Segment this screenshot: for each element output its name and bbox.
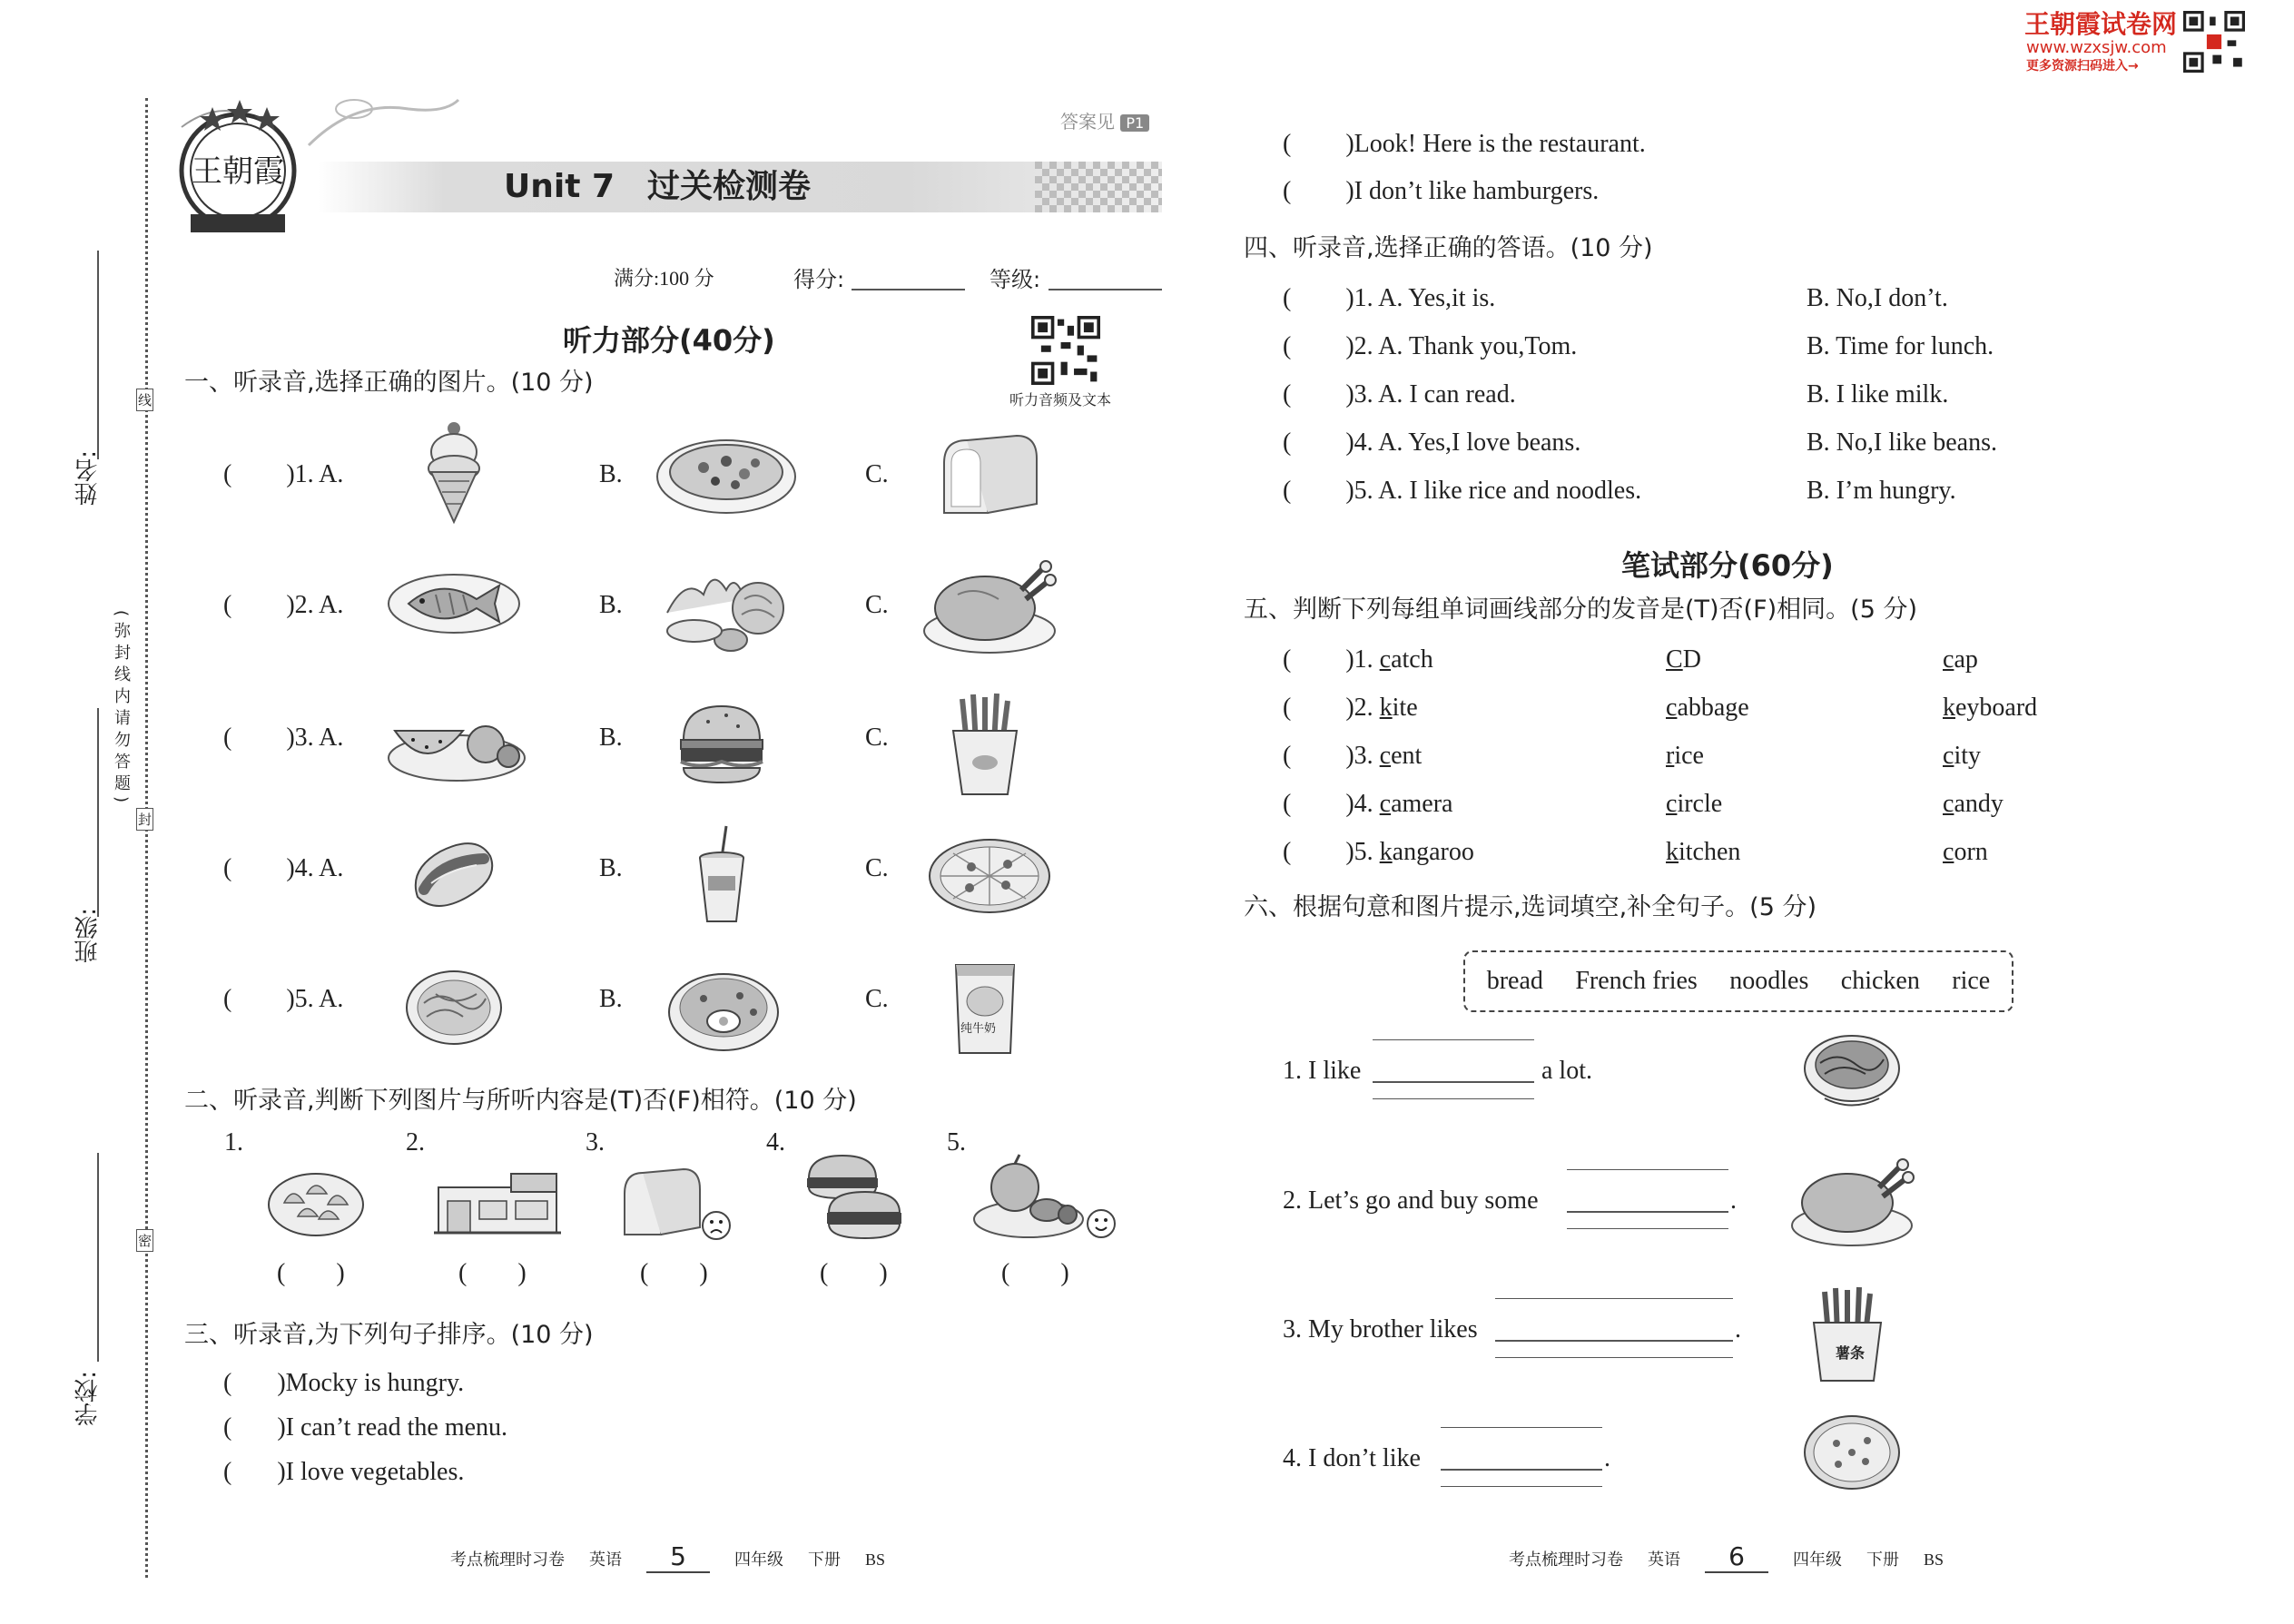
french-fries-box-icon[interactable] [1807, 1284, 1888, 1384]
word-rest: atch [1391, 645, 1433, 674]
p1-q2-row [223, 590, 343, 621]
p2-answer-1[interactable]: ( ) [277, 1259, 345, 1287]
p3-sentence-text: )I can’t read the menu. [277, 1413, 508, 1442]
part4-title: 四、听录音,选择正确的答语。(10 分) [1244, 234, 1653, 262]
underlined-letter: c [1943, 742, 1954, 770]
p5-num: )1. [1345, 645, 1380, 674]
word-rest: ircle [1677, 790, 1723, 818]
word-rest: ent [1391, 742, 1423, 770]
grade-blank[interactable] [1049, 289, 1162, 290]
p5-row-5 [1283, 837, 1474, 868]
word-rest: orn [1954, 838, 1988, 866]
binding-note: (弥封线内请勿答题) [112, 610, 131, 809]
p3-sentence-text: )I don’t like hamburgers. [1345, 177, 1600, 205]
qr-caption: 听力音频及文本 [1009, 391, 1112, 408]
p1-q1-b: B. [599, 460, 623, 488]
p4-q3 [1283, 379, 1516, 410]
p6-s2-post: . [1730, 1186, 1737, 1215]
word-rest: D [1682, 645, 1701, 674]
bread-sad-icon[interactable] [620, 1162, 733, 1244]
p2-answer-2[interactable]: ( ) [458, 1259, 527, 1287]
underlined-letter: k [1943, 694, 1955, 722]
underlined-letter: c [1379, 645, 1392, 674]
footer-subject: 英语 [1648, 1550, 1680, 1569]
footer-left [450, 1541, 885, 1573]
page-title: Unit 7 过关检测卷 [504, 168, 811, 205]
p5-row-1 [1283, 645, 1433, 675]
p4-option-a: )5. A. I like rice and noodles. [1345, 477, 1642, 505]
p5-num: )5. [1345, 838, 1380, 866]
bread-loaf-icon[interactable] [935, 427, 1044, 517]
word-bank-item: chicken [1840, 967, 1920, 995]
hot-dog-icon[interactable] [404, 833, 504, 915]
p2-num-4: 4. [766, 1128, 785, 1156]
p5-row-2-w3 [1943, 693, 2037, 723]
p4-q1-b: B. No,I don’t. [1807, 284, 1948, 312]
watermelon-fruits-icon[interactable] [386, 704, 527, 785]
paren-open: ( [223, 460, 232, 488]
p5-row-3 [1283, 741, 1422, 772]
paren-open: ( [223, 723, 232, 752]
footer-subject: 英语 [589, 1550, 622, 1569]
paren-open: ( [1283, 694, 1292, 722]
paren-open: ( [223, 591, 232, 619]
p4-option-a: )2. A. Thank you,Tom. [1345, 332, 1578, 360]
p1-q5-num: )5. A. [286, 985, 344, 1013]
svg-text:王朝霞: 王朝霞 [192, 153, 284, 190]
wang-zhao-xia-logo [163, 91, 309, 245]
answer-ref [1060, 107, 1149, 133]
p2-answer-4[interactable]: ( ) [820, 1259, 888, 1287]
binding-mark-bot: 密 [136, 1229, 153, 1252]
ribbon-decoration [300, 91, 463, 154]
word-rest: eyboard [1955, 694, 2038, 722]
p2-num-5: 5. [947, 1128, 966, 1156]
p4-q2 [1283, 331, 1577, 362]
fish-icon[interactable] [386, 567, 522, 640]
french-fries-icon[interactable] [944, 690, 1026, 799]
class-underline [97, 708, 99, 917]
p6-s3-blank[interactable] [1495, 1340, 1733, 1342]
p5-row-5-w2 [1666, 837, 1740, 868]
binding-name-label: 姓名: [74, 450, 102, 506]
p6-s3-post: . [1735, 1315, 1741, 1343]
paren-open: ( [1283, 284, 1292, 312]
p2-answer-5[interactable]: ( ) [1001, 1259, 1069, 1287]
underlined-letter: k [1666, 838, 1679, 866]
p5-row-4 [1283, 789, 1452, 820]
writing-title: 笔试部分(60分) [1621, 548, 1834, 583]
fruits-happy-icon[interactable] [970, 1151, 1119, 1246]
p1-q4-num: )4. A. [286, 854, 344, 882]
part6-title: 六、根据句意和图片提示,选词填空,补全句子。(5 分) [1244, 893, 1816, 921]
hamburger-icon[interactable] [676, 699, 767, 790]
paren-open: ( [223, 1369, 232, 1397]
paren-open: ( [1283, 645, 1292, 674]
p1-q4-b: B. [599, 854, 623, 882]
footer-grade: 四年级 [1793, 1550, 1842, 1569]
brand-qr-code[interactable] [2183, 11, 2245, 73]
part2-title: 二、听录音,判断下列图片与所听内容是(T)否(F)相符。(10 分) [184, 1087, 857, 1115]
footer-series: 考点梳理时习卷 [1509, 1550, 1623, 1569]
p6-s2-blank-bottom [1567, 1228, 1728, 1229]
p2-num-3: 3. [586, 1128, 605, 1156]
word-bank-item: rice [1952, 967, 1991, 995]
p1-q3-row [223, 723, 343, 753]
underlined-letter: c [1666, 790, 1678, 818]
p6-s2-pre: 2. Let’s go and buy some [1283, 1186, 1539, 1215]
p6-s1-pre: 1. I like [1283, 1057, 1362, 1085]
p6-s4-post: . [1604, 1444, 1610, 1472]
p6-s2-blank[interactable] [1567, 1211, 1728, 1213]
p5-row-4-w3 [1943, 789, 2004, 820]
binding-class-label: 班级: [74, 908, 102, 963]
underlined-letter: r [1666, 742, 1675, 770]
noodles-bowl-icon[interactable] [1802, 1030, 1902, 1112]
underlined-letter: c [1379, 790, 1392, 818]
restaurant-building-icon[interactable] [429, 1169, 566, 1237]
paren-open: ( [1283, 428, 1292, 457]
ice-cream-icon[interactable] [422, 418, 486, 527]
part3-title: 三、听录音,为下列句子排序。(10 分) [184, 1321, 594, 1349]
word-rest: amera [1391, 790, 1453, 818]
p1-q2-b: B. [599, 591, 623, 619]
p1-q5-row [223, 984, 343, 1015]
name-underline [97, 251, 99, 459]
p3-sentence-text: )Look! Here is the restaurant. [1345, 130, 1646, 158]
brand-url[interactable]: www.wzxsjw.com [2026, 38, 2167, 57]
p6-s4-blank-bottom [1441, 1486, 1602, 1487]
p4-q5-b: B. I’m hungry. [1807, 477, 1956, 505]
p4-q5 [1283, 476, 1641, 507]
paren-open: ( [223, 1458, 232, 1486]
paren-open: ( [1283, 838, 1292, 866]
p1-q5-c: C. [865, 985, 889, 1013]
underlined-letter: k [1379, 694, 1393, 722]
p6-s2-blank-top [1567, 1169, 1728, 1170]
brand-logo-text[interactable]: 王朝霞试卷网 [2024, 9, 2178, 39]
p3-sentence-4 [1283, 129, 1646, 160]
roast-chicken-small-icon[interactable] [1788, 1153, 1915, 1248]
roast-chicken-icon[interactable] [921, 554, 1058, 658]
answer-ref-page: P1 [1120, 114, 1149, 132]
p4-q2-b: B. Time for lunch. [1807, 332, 1994, 360]
footer-series: 考点梳理时习卷 [450, 1550, 565, 1569]
p3-sentence-1 [223, 1368, 464, 1399]
paren-open: ( [1283, 790, 1292, 818]
p5-row-5-w3 [1943, 837, 1988, 868]
footer-volume: 下册 [1866, 1550, 1899, 1569]
underlined-letter: c [1666, 694, 1678, 722]
full-score: 满分:100 分 [614, 267, 714, 290]
score-label: 得分: [793, 267, 845, 292]
footer-volume: 下册 [808, 1550, 841, 1569]
p1-q3-num: )3. A. [286, 723, 344, 752]
paren-open: ( [223, 1413, 232, 1442]
p5-row-2 [1283, 693, 1418, 723]
milk-label: 纯牛奶 [960, 1022, 997, 1036]
p1-q2-c: C. [865, 591, 889, 619]
p5-row-4-w2 [1666, 789, 1722, 820]
word-rest: ice [1674, 742, 1704, 770]
paren-open: ( [1283, 130, 1292, 158]
noodles-plate-icon[interactable] [404, 967, 504, 1048]
word-rest: ity [1954, 742, 1981, 770]
p6-s3-blank-top [1495, 1298, 1733, 1299]
word-bank-item: noodles [1729, 967, 1809, 995]
word-bank [1463, 950, 2013, 1012]
p5-row-1-w2 [1666, 645, 1701, 675]
p6-s1-post: a lot. [1541, 1057, 1592, 1085]
footer-page-number: 6 [1705, 1541, 1768, 1573]
binding-mark-top: 线 [136, 389, 153, 411]
p5-row-2-w2 [1666, 693, 1749, 723]
school-underline [97, 1153, 99, 1362]
cola-cup-icon[interactable] [694, 822, 749, 926]
p6-s3-blank-bottom [1495, 1357, 1733, 1358]
listening-qr-code[interactable] [1031, 316, 1100, 385]
pizza-small-icon[interactable] [1802, 1412, 1902, 1493]
dumplings-icon[interactable] [266, 1166, 366, 1239]
vegetables-icon[interactable] [658, 558, 794, 658]
p4-q1 [1283, 283, 1495, 314]
p2-answer-3[interactable]: ( ) [640, 1259, 708, 1287]
paren-open: ( [1283, 380, 1292, 408]
p1-q3-b: B. [599, 723, 623, 752]
salad-plate-icon[interactable] [654, 427, 799, 517]
binding-mark-mid: 封 [136, 808, 153, 831]
word-rest: abbage [1677, 694, 1749, 722]
p4-option-a: )1. A. Yes,it is. [1345, 284, 1496, 312]
word-rest: ite [1392, 694, 1418, 722]
paren-open: ( [1283, 477, 1292, 505]
two-hamburgers-icon[interactable] [802, 1151, 906, 1251]
score-blank[interactable] [852, 289, 965, 290]
p1-q3-c: C. [865, 723, 889, 752]
fries-label: 薯条 [1836, 1344, 1866, 1362]
word-rest: itchen [1679, 838, 1741, 866]
brand-tagline: 更多资源扫码进入→ [2026, 59, 2139, 74]
p6-s4-blank-top [1441, 1427, 1602, 1428]
p4-option-a: )3. A. I can read. [1345, 380, 1516, 408]
part5-title: 五、判断下列每组单词画线部分的发音是(T)否(F)相同。(5 分) [1244, 595, 1917, 624]
p3-sentence-5 [1283, 176, 1599, 207]
paren-open: ( [1283, 177, 1292, 205]
p6-s1-blank[interactable] [1373, 1081, 1534, 1083]
underlined-letter: c [1943, 790, 1954, 818]
footer-grade: 四年级 [734, 1550, 783, 1569]
milk-bag-icon[interactable] [949, 958, 1021, 1058]
p1-q4-c: C. [865, 854, 889, 882]
p1-q2-num: )2. A. [286, 591, 344, 619]
p3-sentence-3 [223, 1457, 464, 1488]
underlined-letter: k [1379, 838, 1393, 866]
p5-row-1-w3 [1943, 645, 1978, 675]
footer-page-number: 5 [646, 1541, 710, 1573]
p6-s1-blank-bottom [1373, 1098, 1534, 1099]
p4-q4-b: B. No,I like beans. [1807, 428, 1997, 457]
p6-s3-pre: 3. My brother likes [1283, 1315, 1478, 1343]
p1-q5-b: B. [599, 985, 623, 1013]
p1-q4-row [223, 853, 343, 884]
paren-open: ( [1283, 742, 1292, 770]
underlined-letter: c [1379, 742, 1392, 770]
p2-num-2: 2. [406, 1128, 425, 1156]
p1-q1-c: C. [865, 460, 889, 488]
paren-open: ( [223, 854, 232, 882]
rice-bowl-icon[interactable] [667, 967, 781, 1053]
word-bank-item: bread [1486, 967, 1543, 995]
p3-sentence-text: )Mocky is hungry. [277, 1369, 465, 1397]
p6-s1-blank-top [1373, 1039, 1534, 1040]
p6-s4-blank[interactable] [1441, 1469, 1602, 1471]
footer-edition: BS [865, 1550, 886, 1569]
p5-row-3-w2 [1666, 741, 1704, 772]
p4-option-a: )4. A. Yes,I love beans. [1345, 428, 1581, 457]
word-rest: angaroo [1392, 838, 1474, 866]
p6-s4-pre: 4. I don’t like [1283, 1444, 1421, 1472]
p5-num: )4. [1345, 790, 1380, 818]
footer-right [1509, 1541, 1944, 1573]
pizza-icon[interactable] [926, 835, 1053, 917]
part1-title: 一、听录音,选择正确的图片。(10 分) [184, 369, 594, 397]
p4-q3-b: B. I like milk. [1807, 380, 1949, 408]
p3-sentence-text: )I love vegetables. [277, 1458, 465, 1486]
word-rest: ap [1954, 645, 1978, 674]
p1-q1-num: )1. A. [286, 460, 344, 488]
paren-open: ( [1283, 332, 1292, 360]
underlined-letter: c [1943, 645, 1954, 674]
binding-dotted-line [145, 98, 148, 1578]
p1-q1-row [223, 459, 343, 490]
grade-label: 等级: [989, 267, 1041, 292]
title-checker-pattern [1035, 162, 1162, 212]
paren-open: ( [223, 985, 232, 1013]
word-rest: andy [1954, 790, 2004, 818]
p5-row-3-w3 [1943, 741, 1981, 772]
listening-title: 听力部分(40分) [563, 323, 775, 358]
answer-ref-label: 答案见 [1060, 111, 1115, 133]
footer-edition: BS [1924, 1550, 1944, 1569]
p5-num: )2. [1345, 694, 1380, 722]
p5-num: )3. [1345, 742, 1380, 770]
p4-q4 [1283, 428, 1580, 458]
binding-school-label: 学校: [74, 1371, 102, 1426]
word-bank-item: French fries [1575, 967, 1698, 995]
underlined-letter: C [1666, 645, 1683, 674]
underlined-letter: c [1943, 838, 1954, 866]
p2-num-1: 1. [224, 1128, 243, 1156]
p3-sentence-2 [223, 1412, 507, 1443]
